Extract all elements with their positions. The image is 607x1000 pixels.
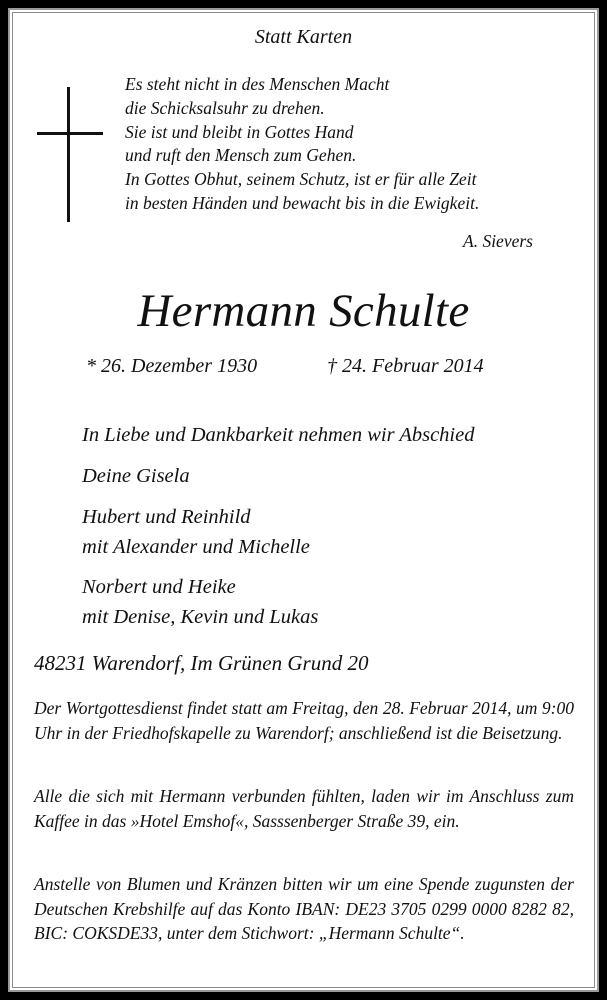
deceased-name: Hermann Schulte <box>137 285 470 337</box>
family-line: Norbert und Heike <box>82 576 236 598</box>
cross-vertical-bar <box>67 87 70 222</box>
cross-horizontal-bar <box>37 132 103 135</box>
poem-author: A. Sievers <box>463 231 533 251</box>
poem-line: in besten Händen und bewacht bis in die Ewigkeit. <box>125 192 480 213</box>
death-date: † 24. Februar 2014 <box>327 355 484 377</box>
family-line: Deine Gisela <box>82 465 190 487</box>
family-group-2 <box>82 502 310 562</box>
service-paragraph: Der Wortgottesdienst findet statt am Freitag, den 28. Februar 2014, um 9:00 Uhr in der Friedhofskapelle zu Warendorf; anschließend ist die Beisetzung. <box>34 698 574 743</box>
address: 48231 Warendorf, Im Grünen Grund 20 <box>34 651 369 675</box>
family-line: Hubert und Reinhild <box>82 506 251 528</box>
birth-date: * 26. Dezember 1930 <box>86 355 258 377</box>
coffee-paragraph: Alle die sich mit Hermann verbunden fühlten, laden wir im Anschluss zum Kaffee in das »Hotel Emshof«, Sasssenberger Straße 39, ein. <box>34 786 574 831</box>
family-line: mit Denise, Kevin und Lukas <box>82 606 319 628</box>
poem-line: In Gottes Obhut, seinem Schutz, ist er für alle Zeit <box>125 169 477 190</box>
header-statt-karten: Statt Karten <box>254 26 353 48</box>
poem-line: Sie ist und bleibt in Gottes Hand <box>125 121 354 142</box>
donation-paragraph: Anstelle von Blumen und Kränzen bitten wir um eine Spende zugunsten der Deutschen Krebshilfe auf das Konto IBAN: DE23 3705 0299 0000 8282 82, BIC: COKSDE33, unter dem Stichwort: „Hermann Schulte“. <box>34 874 574 943</box>
poem-line: Es steht nicht in des Menschen Macht <box>125 74 390 94</box>
poem <box>125 73 479 216</box>
family-group-1 <box>82 461 190 491</box>
family-line: mit Alexander und Michelle <box>82 536 310 558</box>
family-group-3 <box>82 572 318 632</box>
mourning-line: In Liebe und Dankbarkeit nehmen wir Abschied <box>82 424 475 446</box>
poem-line: die Schicksalsuhr zu drehen. <box>125 97 325 118</box>
poem-line: und ruft den Mensch zum Gehen. <box>125 145 357 166</box>
